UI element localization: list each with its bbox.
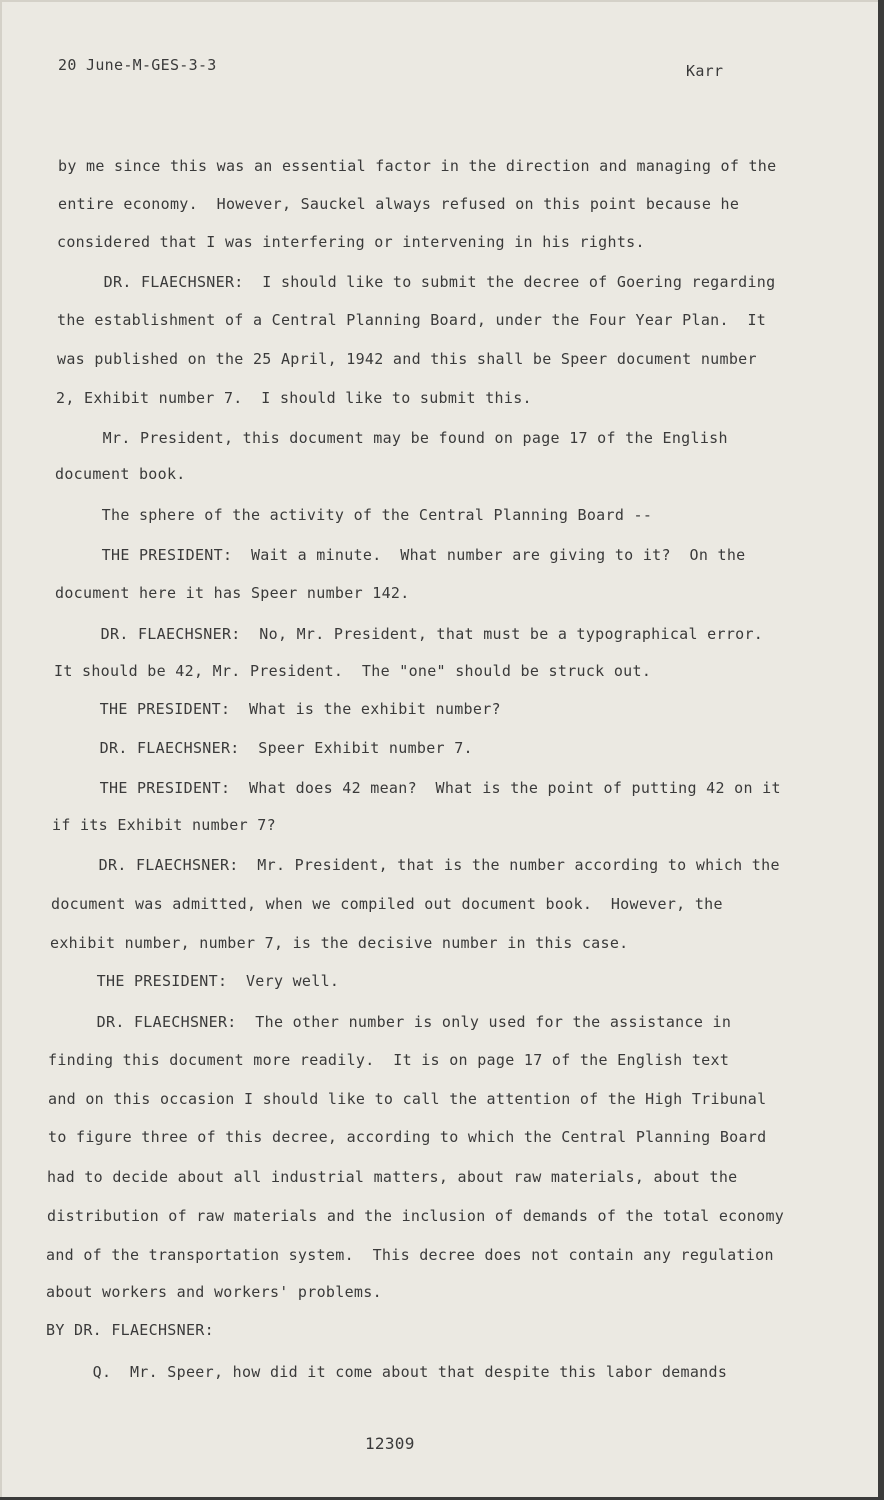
text-line: The sphere of the activity of the Central Planning Board -- [55, 506, 653, 524]
text-line: Mr. President, this document may be found on page 17 of the English [56, 429, 728, 447]
text-line: DR. FLAECHSNER: No, Mr. President, that must be a typographical error. [54, 625, 764, 643]
text-line: and on this occasion I should like to call the attention of the High Tribunal [48, 1090, 767, 1108]
text-line: had to decide about all industrial matters, about raw materials, about the [47, 1168, 738, 1186]
text-line: and of the transportation system. This decree does not contain any regulation [46, 1246, 774, 1264]
text-line: Q. Mr. Speer, how did it come about that despite this labor demands [46, 1363, 728, 1381]
text-line: finding this document more readily. It is on page 17 of the English text [48, 1051, 730, 1069]
text-line: document here it has Speer number 142. [55, 584, 410, 602]
examiner-heading: BY DR. FLAECHSNER: [46, 1321, 214, 1339]
text-line: THE PRESIDENT: Wait a minute. What number are giving to it? On the [55, 546, 746, 564]
text-line: about workers and workers' problems. [46, 1283, 382, 1301]
text-line: It should be 42, Mr. President. The "one" should be struck out. [54, 662, 652, 680]
text-line: entire economy. However, Sauckel always refused on this point because he [58, 195, 740, 213]
text-line: document book. [55, 465, 186, 483]
text-line: exhibit number, number 7, is the decisive number in this case. [50, 934, 629, 952]
text-line: was published on the 25 April, 1942 and this shall be Speer document number [57, 350, 757, 368]
text-line: DR. FLAECHSNER: Speer Exhibit number 7. [53, 739, 473, 757]
text-line: THE PRESIDENT: What is the exhibit number? [53, 700, 501, 718]
text-line: THE PRESIDENT: What does 42 mean? What is the point of putting 42 on it [53, 779, 781, 797]
text-line: document was admitted, when we compiled out document book. However, the [51, 895, 723, 913]
text-line: to figure three of this decree, according to which the Central Planning Board [48, 1128, 767, 1146]
text-line: 2, Exhibit number 7. I should like to submit this. [56, 389, 532, 407]
text-line: the establishment of a Central Planning Board, under the Four Year Plan. It [57, 311, 767, 329]
text-line: DR. FLAECHSNER: I should like to submit the decree of Goering regarding [57, 273, 776, 291]
text-line: THE PRESIDENT: Very well. [50, 972, 340, 990]
header-document-code: 20 June-M-GES-3-3 [58, 56, 217, 74]
text-line: by me since this was an essential factor in the direction and managing of the [58, 157, 777, 175]
page-number: 12309 [365, 1434, 415, 1453]
header-reporter-name: Karr [686, 62, 724, 80]
text-line: DR. FLAECHSNER: The other number is only used for the assistance in [50, 1013, 732, 1031]
text-line: considered that I was interfering or intervening in his rights. [57, 233, 645, 251]
text-line: DR. FLAECHSNER: Mr. President, that is the number according to which the [52, 856, 780, 874]
scan-edge-right [878, 0, 884, 1500]
text-line: if its Exhibit number 7? [52, 816, 276, 834]
text-line: distribution of raw materials and the inclusion of demands of the total economy [47, 1207, 785, 1225]
